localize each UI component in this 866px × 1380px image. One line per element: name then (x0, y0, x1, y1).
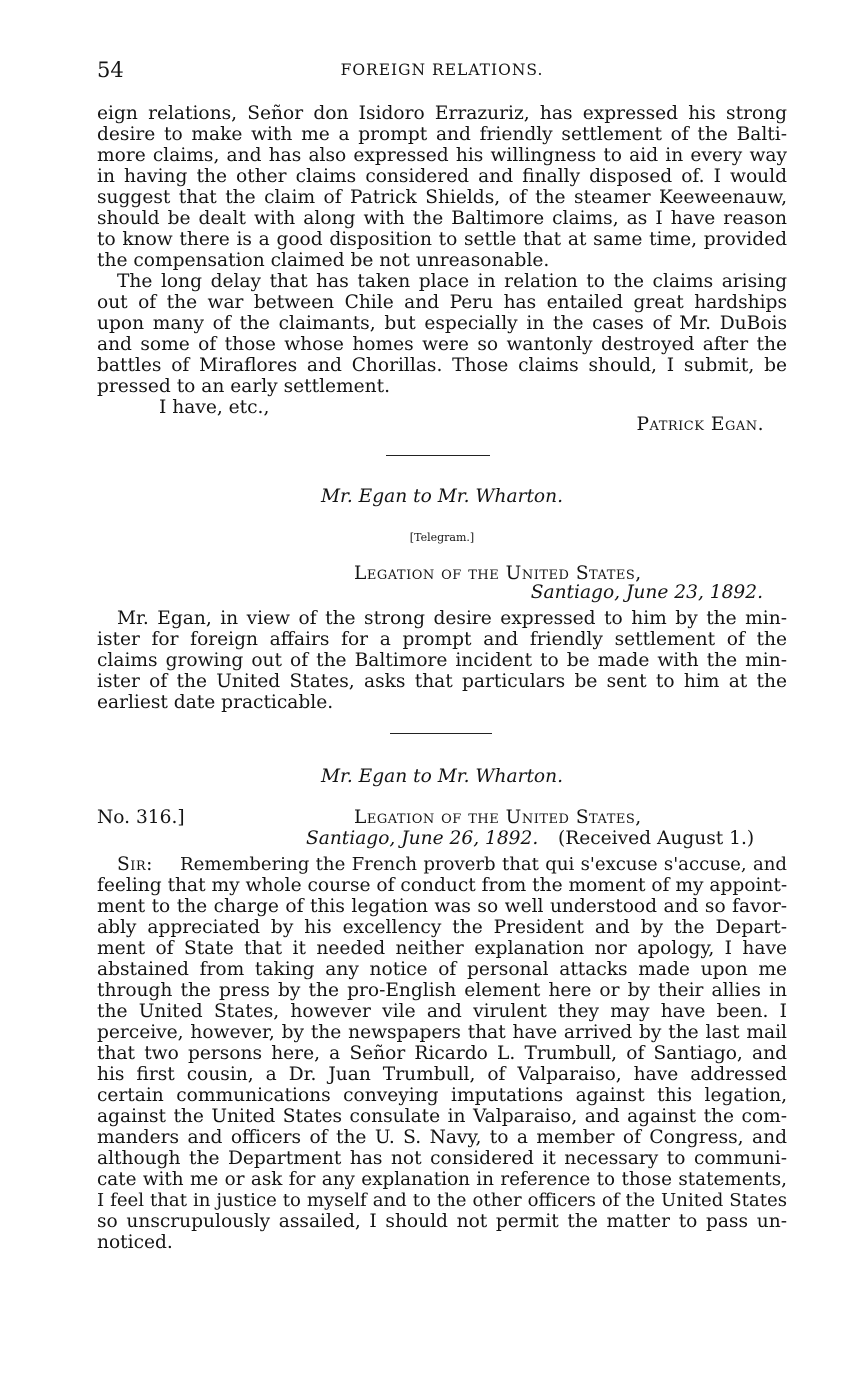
salutation: Sir: (117, 854, 153, 875)
text-line: and some of those whose homes were so wantonly destroyed after the (97, 334, 787, 355)
text-line: the United States, however vile and virulent they may have been. I (97, 1001, 787, 1022)
divider (386, 455, 490, 456)
text-line: in having the other claims considered and finally disposed of. I would (97, 166, 787, 187)
text-line: to know there is a good disposition to settle that at same time, provided (97, 229, 787, 250)
telegram-label: [Telegram.] (409, 531, 475, 544)
text-line: pressed to an early settlement. (97, 376, 391, 397)
divider (390, 733, 492, 734)
dateline: Santiago, June 23, 1892. (530, 582, 763, 603)
text-line: ment of State that it needed neither explanation nor apology, I have (97, 938, 787, 959)
text-line: that two persons here, a Señor Ricardo L. Trumbull, of Santiago, and (97, 1043, 787, 1064)
letter-heading: Mr. Egan to Mr. Wharton. (320, 486, 564, 507)
text-line: so unscrupulously assailed, I should not permit the matter to pass un- (97, 1211, 787, 1232)
text-line: Mr. Egan, in view of the strong desire expressed to him by the min- (117, 608, 787, 629)
text-line: feeling that my whole course of conduct from the moment of my appoint- (97, 875, 788, 896)
closing: I have, etc., (159, 397, 270, 418)
running-head: FOREIGN RELATIONS. (340, 61, 544, 79)
text-line: ably appreciated by his excellency the President and by the Depart- (97, 917, 787, 938)
text-line: against the United States consulate in Valparaiso, and against the com- (97, 1106, 787, 1127)
text-line: The long delay that has taken place in relation to the claims arising (117, 271, 787, 292)
dispatch-number: No. 316.] (97, 807, 185, 828)
text-line: his first cousin, a Dr. Juan Trumbull, of Valparaiso, have addressed (97, 1064, 787, 1085)
text-line: should be dealt with along with the Baltimore claims, as I have reason (97, 208, 787, 229)
received-note: (Received August 1.) (558, 828, 755, 849)
text-line: desire to make with me a prompt and friendly settlement of the Balti- (97, 124, 787, 145)
page-number: 54 (97, 58, 124, 82)
text-line: through the press by the pro-English element here or by their allies in (97, 980, 787, 1001)
letter-heading: Mr. Egan to Mr. Wharton. (320, 766, 564, 787)
text-line: ment to the charge of this legation was so well understood and so favor- (97, 896, 787, 917)
text-line: certain communications conveying imputations against this legation, (97, 1085, 787, 1106)
text-line: out of the war between Chile and Peru has entailed great hardships (97, 292, 787, 313)
text-line: manders and officers of the U. S. Navy, to a member of Congress, and (97, 1127, 787, 1148)
text-line: claims growing out of the Baltimore incident to be made with the min- (97, 650, 787, 671)
text-line: more claims, and has also expressed his willingness to aid in every way (97, 145, 787, 166)
text-line: suggest that the claim of Patrick Shields, of the steamer Keeweenauw, (97, 187, 787, 208)
page-header (97, 58, 787, 84)
legation-line: Legation of the United States, (354, 807, 642, 828)
text-line: cate with me or ask for any explanation in reference to those statements, (97, 1169, 787, 1190)
text-line: ister of the United States, asks that particulars be sent to him at the (97, 671, 787, 692)
text-line: earliest date practicable. (97, 692, 334, 713)
text-line: battles of Miraflores and Chorillas. Those claims should, I submit, be (97, 355, 787, 376)
dateline: Santiago, June 26, 1892. (306, 828, 539, 849)
text-line: Remembering the French proverb that qui s'excuse s'accuse, and (180, 854, 787, 875)
text-line: eign relations, Señor don Isidoro Errazuriz, has expressed his strong (97, 103, 787, 124)
signature: Patrick Egan. (636, 414, 764, 435)
text-line: although the Department has not considered it necessary to communi- (97, 1148, 787, 1169)
text-line: the compensation claimed be not unreasonable. (97, 250, 550, 271)
text-line: abstained from taking any notice of personal attacks made upon me (97, 959, 787, 980)
text-line: upon many of the claimants, but especially in the cases of Mr. DuBois (97, 313, 787, 334)
legation-line: Legation of the United States, (354, 563, 642, 584)
text-line: I feel that in justice to myself and to the other officers of the United States (97, 1190, 787, 1211)
text-line: perceive, however, by the newspapers that have arrived by the last mail (97, 1022, 787, 1043)
text-line: noticed. (97, 1232, 173, 1253)
text-line: ister for foreign affairs for a prompt and friendly settlement of the (97, 629, 787, 650)
